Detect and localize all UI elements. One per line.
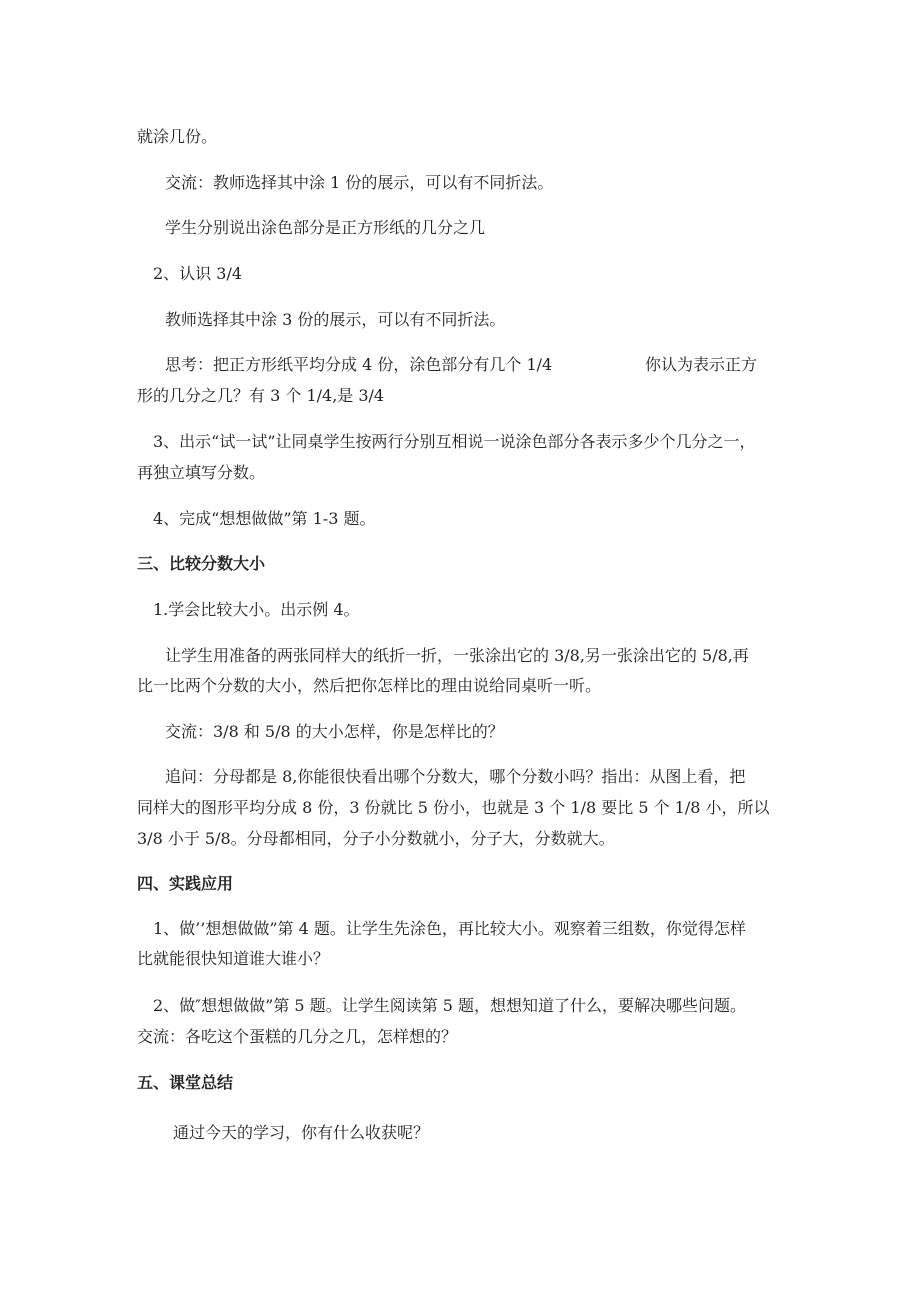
text-line: 交流：3/8 和 5/8 的大小怎样，你是怎样比的？ bbox=[165, 722, 504, 741]
text-line: 比就能很快知道谁大谁小？ bbox=[137, 949, 330, 968]
text-line: 同样大的图形平均分成 8 份，3 份就比 5 份小，也就是 3 个 1/8 要比 5 个 1/8 小，所以 bbox=[137, 798, 770, 817]
text-line: 交流：各吃这个蛋糕的几分之几，怎样想的？ bbox=[137, 1027, 458, 1046]
text-line: 追问：分母都是 8,你能很快看出哪个分数大，哪个分数小吗？指出：从图上看，把 bbox=[165, 767, 746, 786]
text-line: 3、出示“试一试”让同桌学生按两行分别互相说一说涂色部分各表示多少个几分之一， bbox=[153, 432, 756, 451]
text-line: 思考：把正方形纸平均分成 4 份，涂色部分有几个 1/4 bbox=[165, 355, 553, 374]
text-line: 3/8 小于 5/8。分母都相同，分子小分数就小，分子大，分数就大。 bbox=[137, 829, 615, 848]
section-heading: 三、比较分数大小 bbox=[137, 554, 266, 573]
text-line: 就涂几份。 bbox=[137, 127, 218, 146]
text-line: 通过今天的学习，你有什么收获呢？ bbox=[173, 1123, 430, 1142]
text-line: 2、做″想想做做”第 5 题。让学生阅读第 5 题，想想知道了什么，要解决哪些问题。 bbox=[153, 996, 747, 1015]
section-heading: 五、课堂总结 bbox=[137, 1073, 234, 1092]
text-line: 教师选择其中涂 3 份的展示，可以有不同折法。 bbox=[165, 310, 506, 329]
text-line: 4、完成“想想做做”第 1-3 题。 bbox=[153, 509, 376, 528]
text-line: 让学生用准备的两张同样大的纸折一折，一张涂出它的 3/8,另一张涂出它的 5/8,再 bbox=[165, 646, 749, 665]
text-line: 比一比两个分数的大小，然后把你怎样比的理由说给同桌听一听。 bbox=[137, 676, 602, 695]
text-line: 形的几分之几？有 3 个 1/4,是 3/4 bbox=[137, 386, 385, 405]
text-line: 学生分别说出涂色部分是正方形纸的几分之几 bbox=[165, 218, 486, 237]
text-line: 你认为表示正方 bbox=[645, 355, 758, 374]
section-heading: 四、实践应用 bbox=[137, 874, 234, 893]
text-line: 2、认识 3/4 bbox=[153, 264, 243, 283]
text-line: 1、做’’想想做做”第 4 题。让学生先涂色，再比较大小。观察着三组数，你觉得怎样 bbox=[153, 919, 746, 938]
text-line: 再独立填写分数。 bbox=[137, 463, 266, 482]
text-line: 1.学会比较大小。出示例 4。 bbox=[153, 600, 360, 619]
text-line: 交流：教师选择其中涂 1 份的展示，可以有不同折法。 bbox=[165, 173, 554, 192]
